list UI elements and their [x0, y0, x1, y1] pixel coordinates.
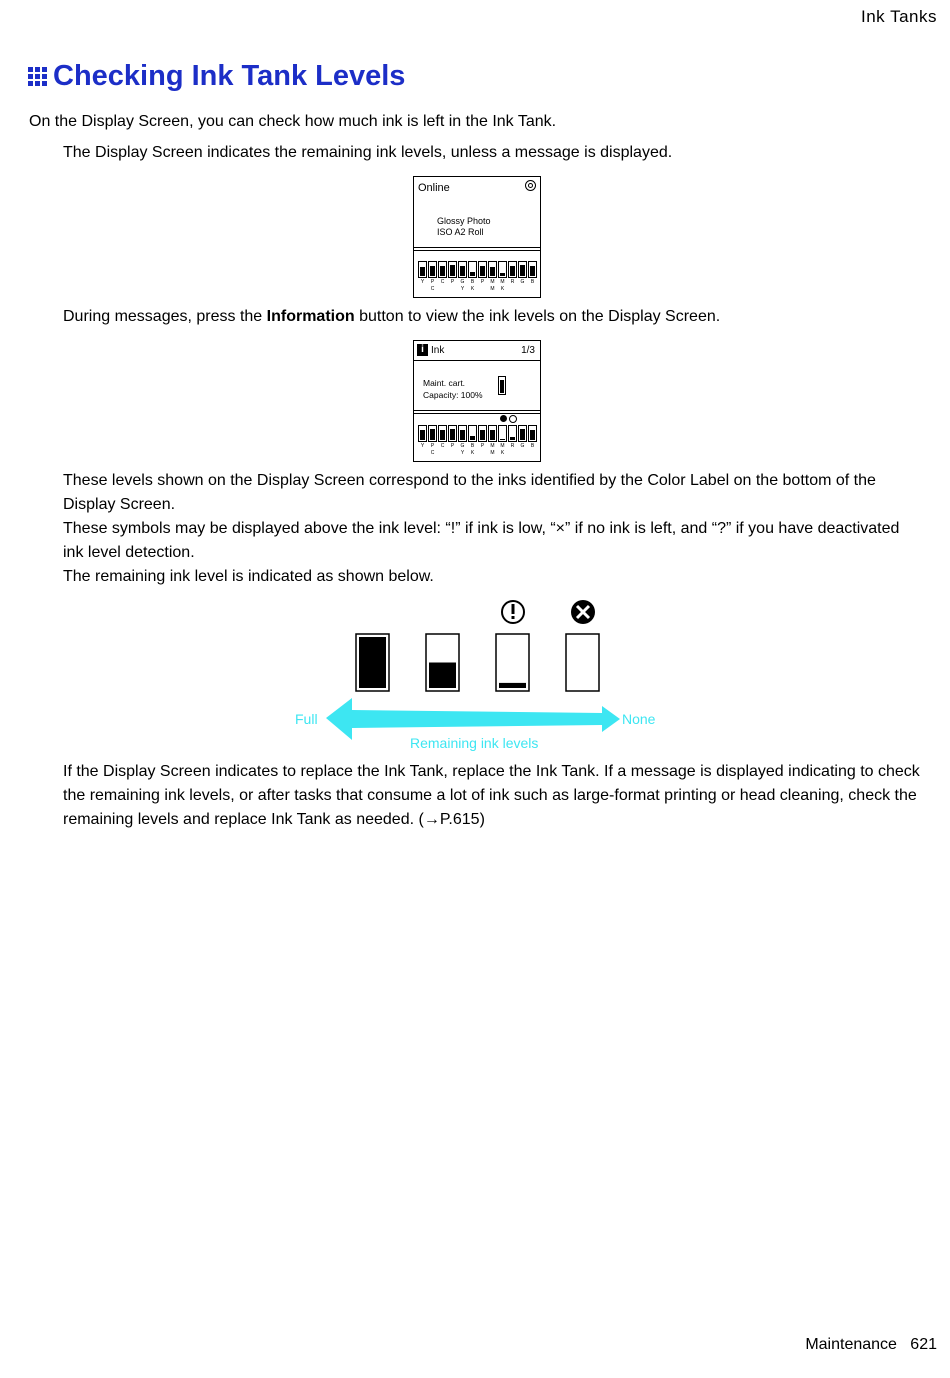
- color-labels-bottom: [418, 450, 538, 456]
- ink-tank-bar: [528, 261, 537, 278]
- maint-cart-label: Maint. cart.: [423, 378, 466, 388]
- color-label: P: [480, 279, 485, 285]
- replace-paragraph: If the Display Screen indicates to replace the Ink Tank, replace the Ink Tank. If a message is displayed indicating to check the remaining ink levels, or after tasks that consume a lot of ink such as large-format printing or head cleaning, check the remaining levels and replace Ink Tank as needed. (→P.615): [63, 763, 920, 828]
- intro-paragraph: On the Display Screen, you can check how much ink is left in the Ink Tank.: [29, 113, 557, 130]
- color-label: P: [480, 443, 485, 449]
- color-label: P: [450, 279, 455, 285]
- legend-tank: [496, 634, 529, 691]
- color-label: Y: [460, 286, 465, 292]
- ink-tank-bar: [428, 261, 437, 278]
- section-title: [28, 60, 405, 93]
- text: During messages, press the: [63, 308, 267, 325]
- page-footer: [805, 1336, 937, 1354]
- color-label: Y: [420, 279, 425, 285]
- none-label: None: [622, 711, 656, 727]
- page-indicator: 1/3: [521, 345, 535, 356]
- color-label: M: [500, 279, 505, 285]
- ink-tank-bar: [448, 261, 457, 278]
- legend-tank: [566, 634, 599, 691]
- running-header: Ink Tanks: [860, 7, 937, 26]
- color-label: B: [530, 279, 535, 285]
- ink-tank-bar: [418, 261, 427, 278]
- color-label: C: [430, 286, 435, 292]
- symbols-paragraph: These symbols may be displayed above the ink level: “!” if ink is low, “×” if no ink is left, and “?” if you have deactivated ink level detection.: [63, 520, 900, 561]
- color-label: Y: [460, 450, 465, 456]
- color-label: B: [470, 279, 475, 285]
- full-label: Full: [295, 711, 318, 727]
- remaining-caption: Remaining ink levels: [410, 735, 539, 751]
- ink-tank-bar: [428, 425, 437, 442]
- legend-tank-fill: [499, 683, 526, 688]
- ink-tank-bar: [418, 425, 427, 442]
- ink-tank-bar: [438, 261, 447, 278]
- media-info: [437, 216, 491, 238]
- info-icon: i: [417, 344, 428, 356]
- ink-tank-bar: [438, 425, 447, 442]
- color-label: R: [510, 279, 515, 285]
- ink-level-bars: [418, 261, 538, 278]
- ink-tank-bar: [458, 425, 467, 442]
- capacity-label: Capacity: 100%: [423, 390, 483, 400]
- ink-tank-bar: [488, 425, 497, 442]
- ink-tank-bar: [498, 261, 507, 278]
- color-label: B: [470, 443, 475, 449]
- color-label: M: [490, 450, 495, 456]
- ink-tank-bar: [518, 261, 527, 278]
- ink-tank-bar: [468, 425, 477, 442]
- status-text: Online: [418, 182, 450, 194]
- color-label: G: [520, 279, 525, 285]
- color-label: B: [530, 443, 535, 449]
- page-title: Checking Ink Tank Levels: [53, 60, 406, 92]
- media-type: Glossy Photo: [437, 216, 491, 226]
- grid-bullet-icon: [28, 67, 47, 86]
- ink-tank-bar: [478, 261, 487, 278]
- color-label: M: [490, 443, 495, 449]
- ink-tank-bar: [528, 425, 537, 442]
- color-label: G: [460, 279, 465, 285]
- color-label: K: [500, 286, 505, 292]
- ink-tank-bar: [508, 261, 517, 278]
- color-label: P: [430, 443, 435, 449]
- color-label: P: [450, 443, 455, 449]
- color-label: C: [430, 450, 435, 456]
- color-label: M: [490, 279, 495, 285]
- media-size: ISO A2 Roll: [437, 227, 484, 237]
- level-intro-paragraph: The remaining ink level is indicated as shown below.: [63, 568, 434, 585]
- display-info-paragraph: The Display Screen indicates the remaining ink levels, unless a message is displayed.: [63, 144, 673, 161]
- ink-tank-bar: [498, 425, 507, 442]
- ink-tank-bar: [508, 425, 517, 442]
- color-labels: [418, 279, 538, 285]
- remaining-arrow: [326, 698, 620, 740]
- color-labels-bottom: [418, 286, 538, 292]
- legend-tank-fill: [359, 637, 386, 688]
- color-label: Y: [420, 443, 425, 449]
- color-label: C: [440, 279, 445, 285]
- color-label: R: [510, 443, 515, 449]
- color-label: P: [430, 279, 435, 285]
- maintenance-info: [423, 377, 483, 401]
- legend-tank-fill: [429, 663, 456, 689]
- ink-tank-bar: [478, 425, 487, 442]
- color-label-paragraph: These levels shown on the Display Screen correspond to the inks identified by the Color Label on the bottom of the Display Screen.: [63, 472, 876, 513]
- empty-icon: [571, 600, 595, 624]
- color-label: M: [500, 443, 505, 449]
- color-label: K: [500, 450, 505, 456]
- no-ink-icon: [500, 415, 507, 422]
- warning-icon: [502, 601, 524, 623]
- text: button to view the ink levels on the Display Screen.: [354, 308, 721, 325]
- color-labels: [418, 443, 538, 449]
- color-label: C: [440, 443, 445, 449]
- chapter-name: Maintenance: [805, 1336, 897, 1353]
- ink-tank-bar: [458, 261, 467, 278]
- color-label: M: [490, 286, 495, 292]
- color-label: G: [520, 443, 525, 449]
- maintenance-cartridge-bar: [498, 376, 506, 395]
- online-icon: [525, 180, 536, 191]
- color-label: K: [470, 450, 475, 456]
- information-button-ref: Information: [266, 308, 355, 325]
- color-label: G: [460, 443, 465, 449]
- display-screen-online: [413, 176, 541, 298]
- color-label: K: [470, 286, 475, 292]
- ink-level-legend: [290, 596, 670, 756]
- information-paragraph: [63, 305, 720, 329]
- ink-tank-bar: [448, 425, 457, 442]
- display-screen-ink: [413, 340, 541, 462]
- screen-title: Ink: [431, 345, 445, 356]
- page-number: 621: [910, 1336, 937, 1353]
- low-ink-icon: [509, 415, 517, 423]
- ink-tank-bar: [488, 261, 497, 278]
- ink-level-bars: [418, 425, 538, 442]
- ink-tank-bar: [468, 261, 477, 278]
- ink-tank-bar: [518, 425, 527, 442]
